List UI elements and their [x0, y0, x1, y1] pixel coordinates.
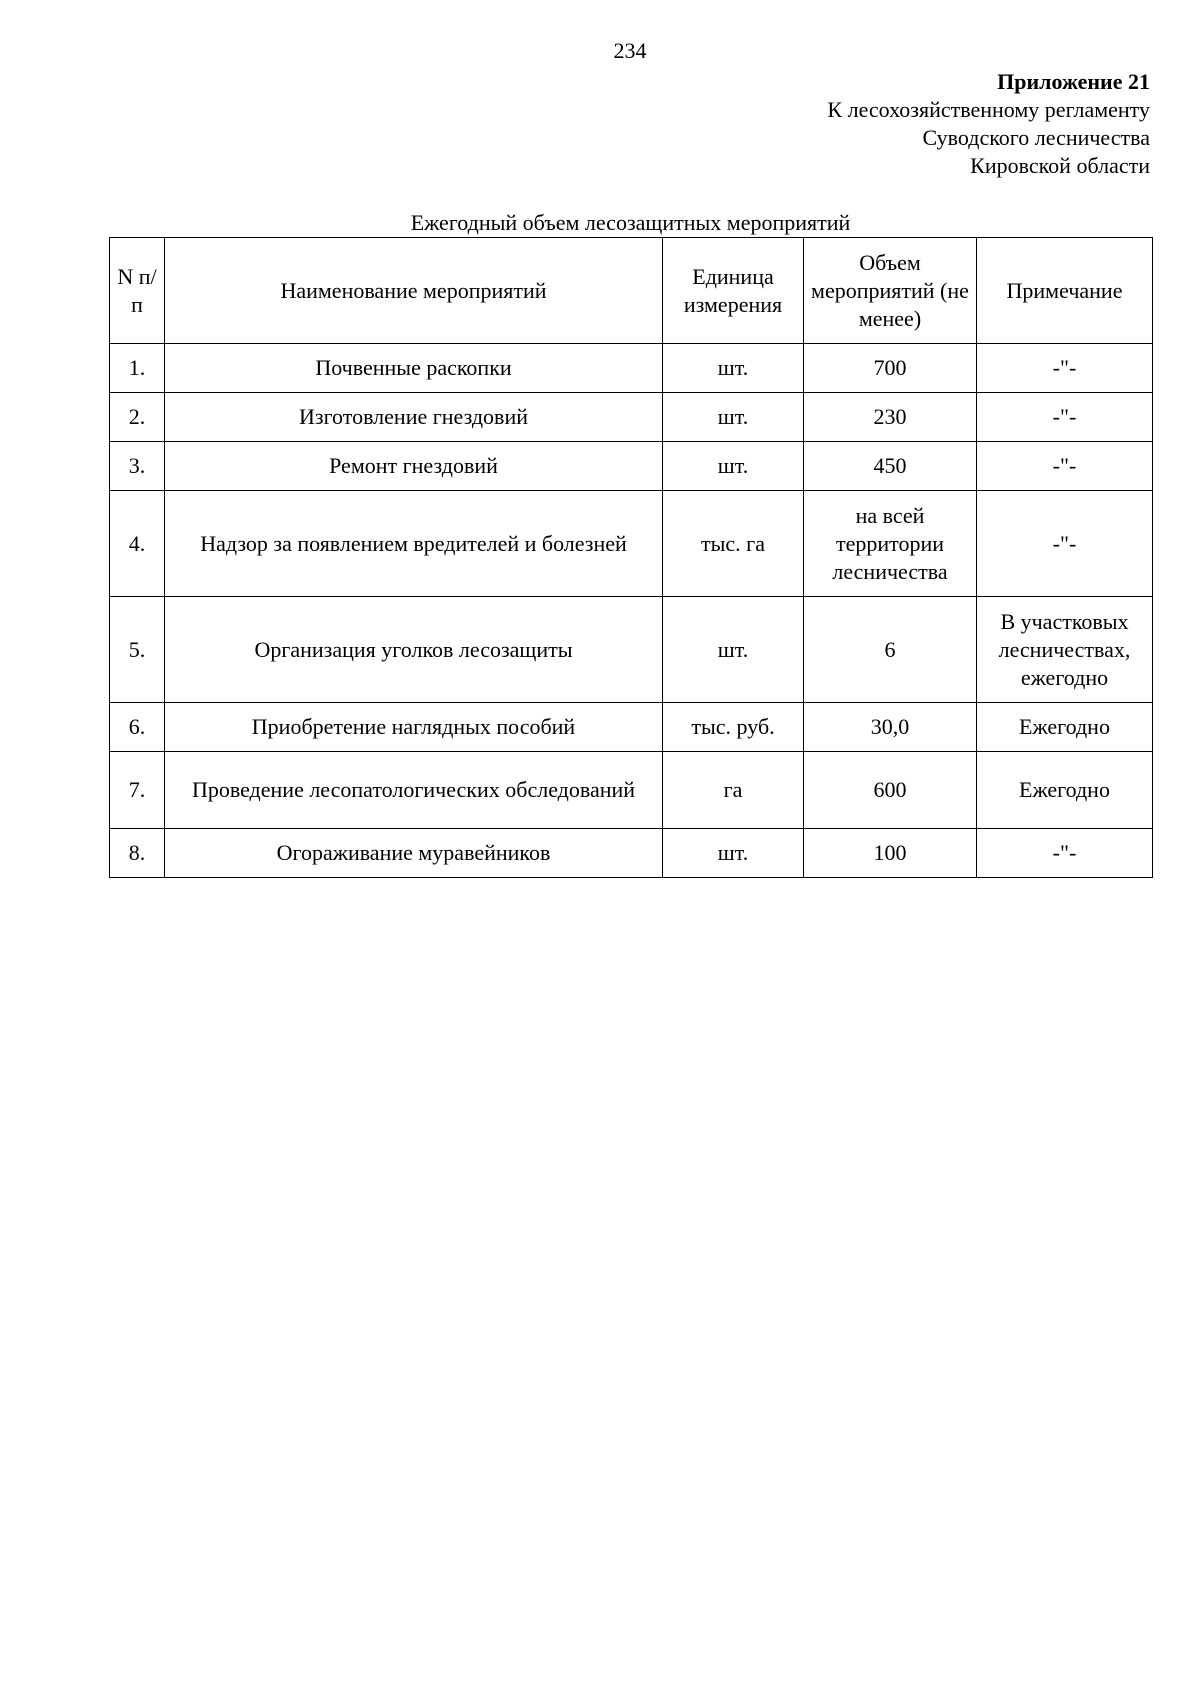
- cell-volume: 6: [804, 597, 977, 703]
- cell-note: Ежегодно: [977, 752, 1153, 829]
- table-row: [110, 703, 1153, 752]
- cell-note: -"-: [977, 491, 1153, 597]
- table-row: [110, 597, 1153, 703]
- cell-num: 2.: [110, 393, 165, 442]
- table-row: [110, 344, 1153, 393]
- cell-volume: 700: [804, 344, 977, 393]
- cell-unit: шт.: [663, 393, 804, 442]
- cell-name: Надзор за появлением вредителей и болезней: [165, 491, 663, 597]
- header-volume: Объем мероприятий (не менее): [804, 238, 977, 344]
- cell-unit: тыс. руб.: [663, 703, 804, 752]
- table-header-row: [110, 238, 1153, 344]
- table-row: [110, 442, 1153, 491]
- cell-note: -"-: [977, 393, 1153, 442]
- cell-note: В участковых лесничествах, ежегодно: [977, 597, 1153, 703]
- cell-num: 4.: [110, 491, 165, 597]
- cell-unit: шт.: [663, 829, 804, 878]
- cell-num: 5.: [110, 597, 165, 703]
- appendix-title: Приложение 21: [997, 69, 1150, 94]
- cell-name: Проведение лесопатологических обследований: [165, 752, 663, 829]
- cell-unit: шт.: [663, 597, 804, 703]
- header-name: Наименование мероприятий: [165, 238, 663, 344]
- table-row: [110, 752, 1153, 829]
- cell-unit: га: [663, 752, 804, 829]
- cell-note: -"-: [977, 344, 1153, 393]
- cell-unit: шт.: [663, 442, 804, 491]
- cell-note: -"-: [977, 442, 1153, 491]
- cell-volume: 230: [804, 393, 977, 442]
- events-table: [109, 237, 1153, 878]
- cell-num: 7.: [110, 752, 165, 829]
- page-number: 234: [613, 38, 647, 63]
- cell-volume: 450: [804, 442, 977, 491]
- cell-note: Ежегодно: [977, 703, 1153, 752]
- cell-volume: на всей территории лесничества: [804, 491, 977, 597]
- cell-name: Изготовление гнездовий: [165, 393, 663, 442]
- cell-num: 3.: [110, 442, 165, 491]
- cell-num: 1.: [110, 344, 165, 393]
- cell-unit: шт.: [663, 344, 804, 393]
- cell-name: Организация уголков лесозащиты: [165, 597, 663, 703]
- appendix-line-1: К лесохозяйственному регламенту: [827, 97, 1150, 122]
- cell-unit: тыс. га: [663, 491, 804, 597]
- table-row: [110, 829, 1153, 878]
- cell-name: Почвенные раскопки: [165, 344, 663, 393]
- cell-volume: 600: [804, 752, 977, 829]
- appendix-line-3: Кировской области: [970, 153, 1150, 178]
- table-row: [110, 491, 1153, 597]
- cell-num: 6.: [110, 703, 165, 752]
- table-row: [110, 393, 1153, 442]
- appendix-header: [827, 68, 1150, 180]
- table-caption: Ежегодный объем лесозащитных мероприятий: [410, 210, 851, 235]
- cell-name: Огораживание муравейников: [165, 829, 663, 878]
- cell-name: Ремонт гнездовий: [165, 442, 663, 491]
- cell-name: Приобретение наглядных пособий: [165, 703, 663, 752]
- cell-volume: 30,0: [804, 703, 977, 752]
- header-note: Примечание: [977, 238, 1153, 344]
- cell-volume: 100: [804, 829, 977, 878]
- cell-note: -"-: [977, 829, 1153, 878]
- header-unit: Единица измерения: [663, 238, 804, 344]
- header-num: N п/п: [110, 238, 165, 344]
- cell-num: 8.: [110, 829, 165, 878]
- appendix-line-2: Суводского лесничества: [922, 125, 1150, 150]
